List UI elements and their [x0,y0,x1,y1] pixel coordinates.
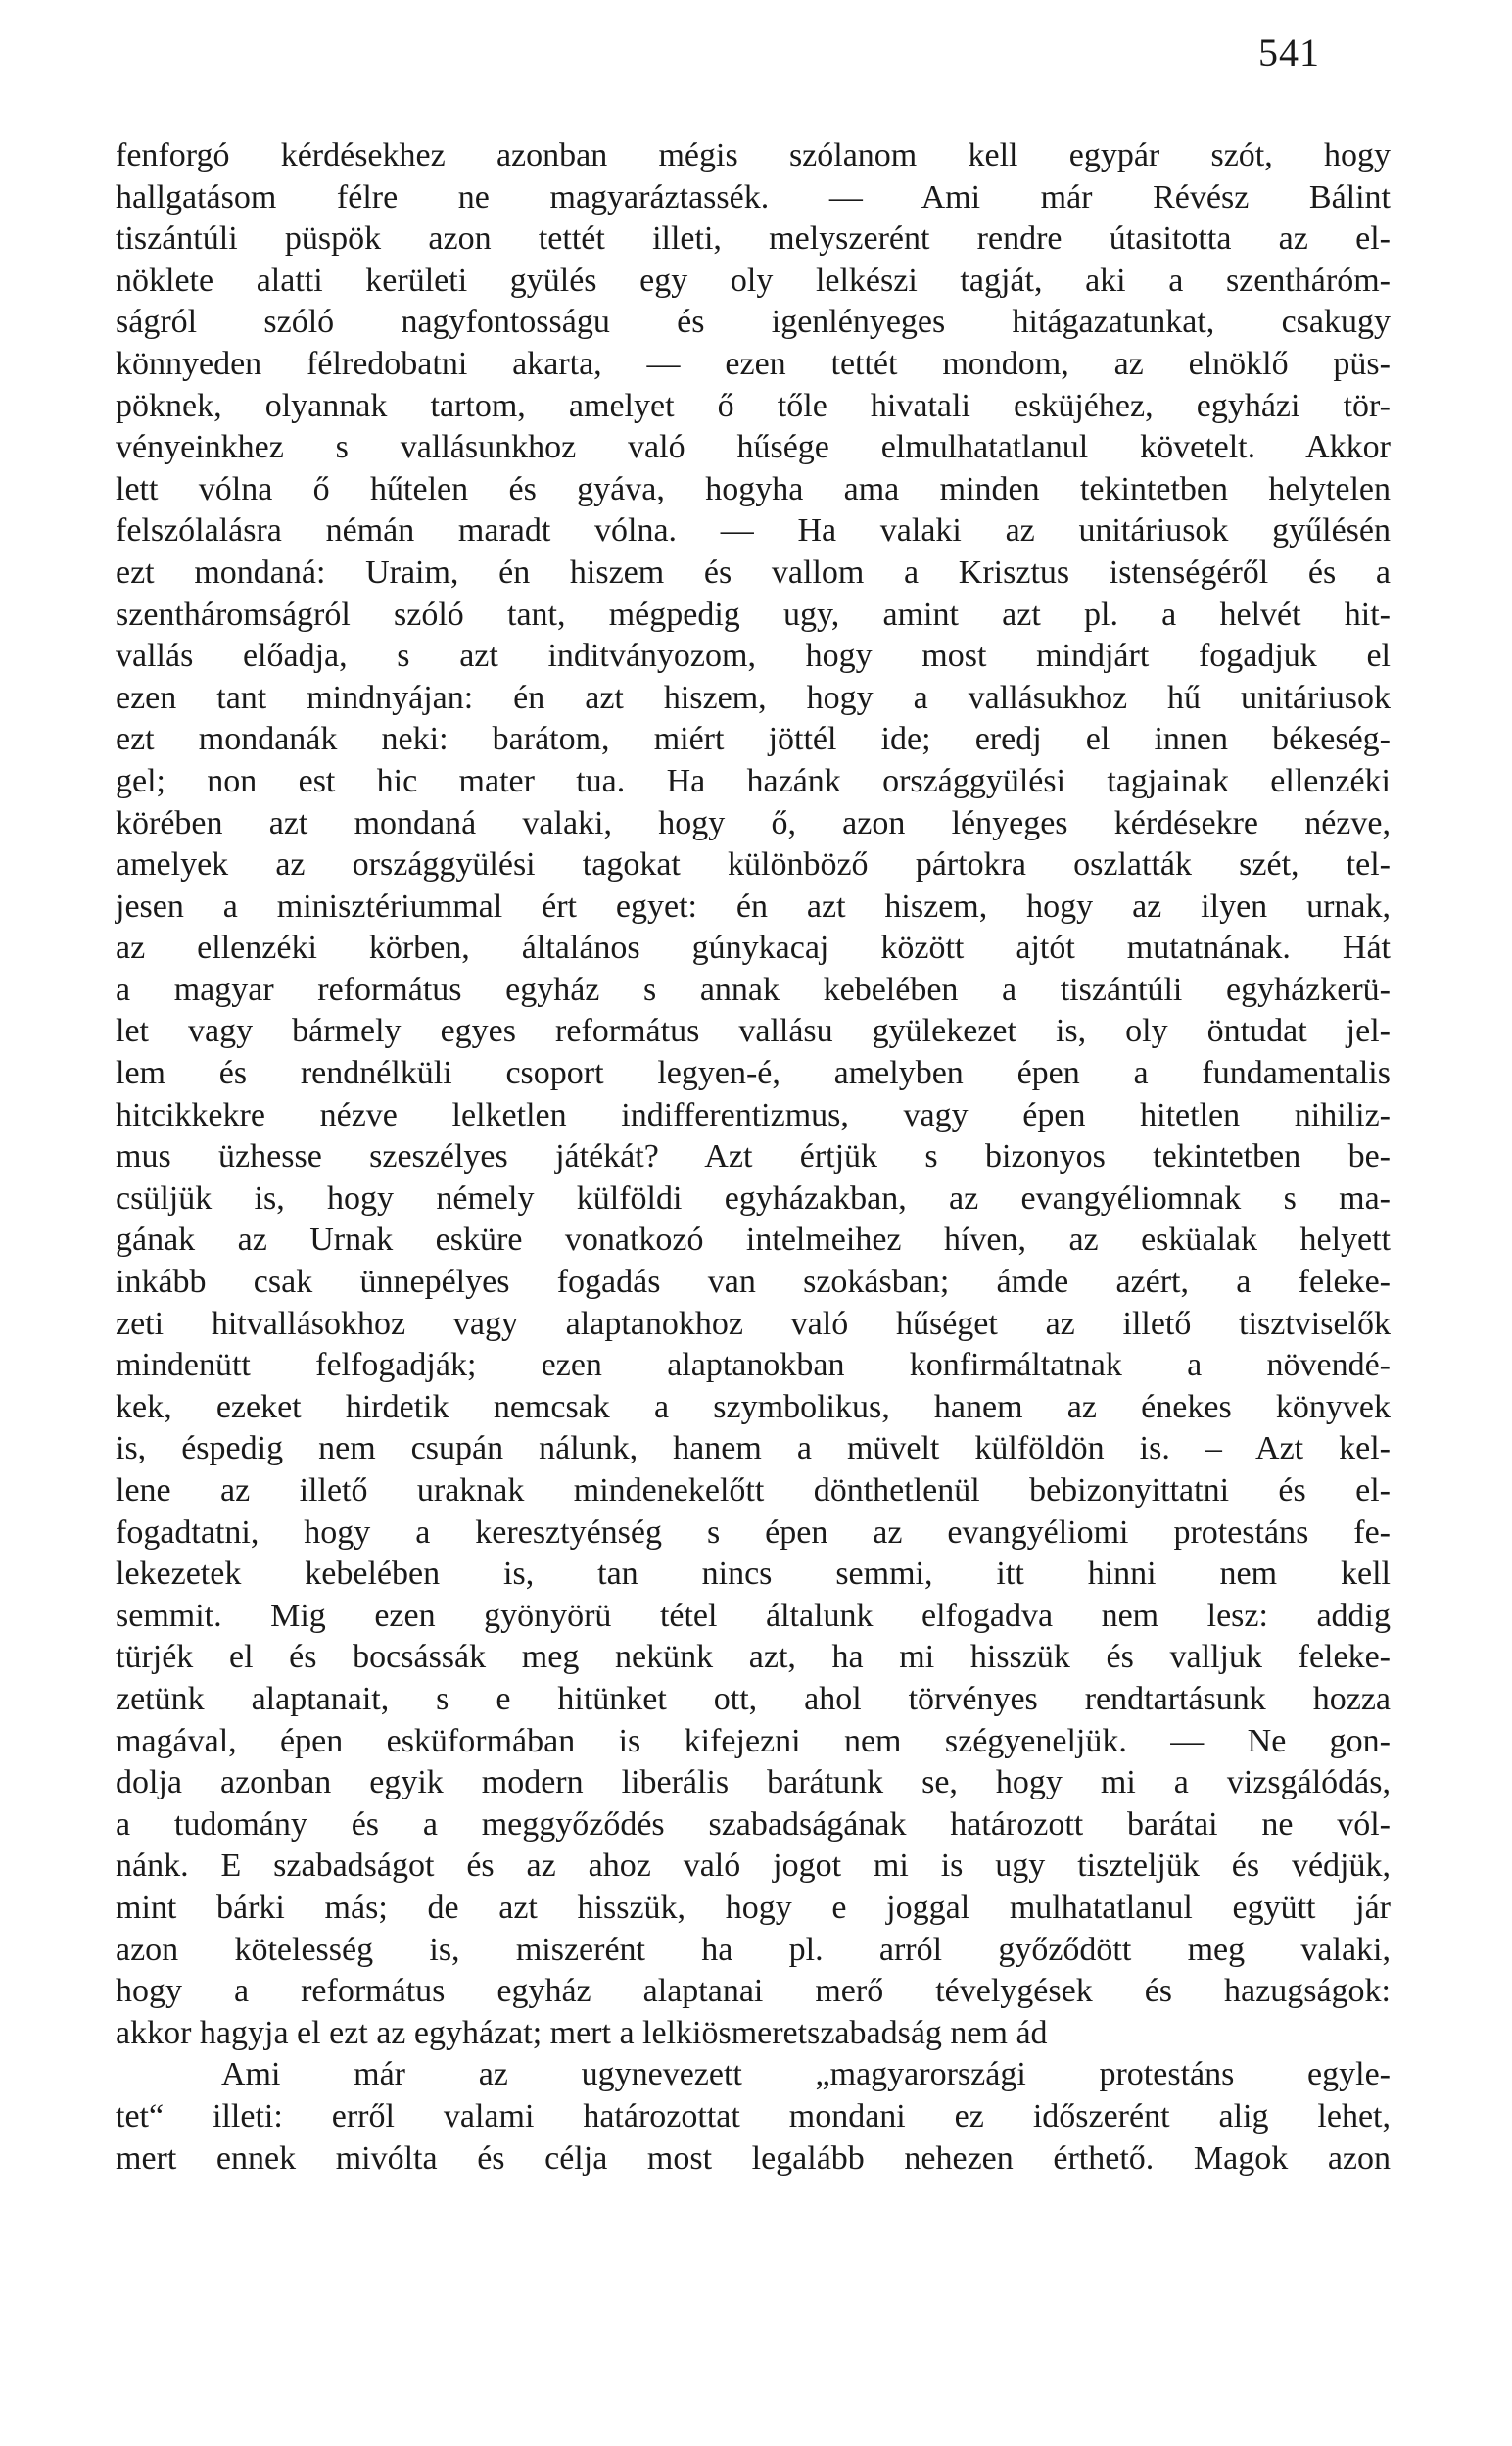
text-line: ezt mondaná: Uraim, én hiszem és vallom a Krisztus istenségéről és a [116,553,1391,591]
text-line: szentháromságról szóló tant, mégpedig ugy, amint azt pl. a helvét hit- [116,596,1391,633]
text-line: amelyek az országgyülési tagokat különböző pártokra oszlatták szét, tel- [116,846,1391,884]
text-line: körében azt mondaná valaki, hogy ő, azon lényeges kérdésekre nézve, [116,804,1391,841]
text-line: felszólalásra némán maradt vólna. — Ha valaki az unitáriusok gyűlésén [116,512,1391,550]
text-line: lem és rendnélküli csoport legyen-é, amelyben épen a fundamentalis [116,1055,1391,1092]
text-line: lett vólna ő hűtelen és gyáva, hogyha ama minden tekintetben helytelen [116,470,1391,507]
text-line: mindenütt felfogadják; ezen alaptanokban konfirmáltatnak a növendé- [116,1347,1391,1384]
text-line: inkább csak ünnepélyes fogadás van szokásban; ámde azért, a feleke- [116,1264,1391,1301]
text-line: akkor hagyja el ezt az egyházat; mert a lelkiösmeretszabadság nem ád [116,2014,1048,2051]
text-line: tiszántúli püspök azon tettét illeti, melyszerént rendre útasitotta az el- [116,220,1391,258]
text-line: jesen a minisztériummal ért egyet: én azt hiszem, hogy az ilyen urnak, [116,887,1391,925]
text-line: türjék el és bocsássák meg nekünk azt, ha mi hisszük és valljuk feleke- [116,1639,1391,1676]
text-line: mus üzhesse szeszélyes játékát? Azt értjük s bizonyos tekintetben be- [116,1138,1391,1175]
text-line: zeti hitvallásokhoz vagy alaptanokhoz való hűséget az illető tisztviselők [116,1305,1391,1342]
text-line: Ami már az ugynevezett „magyarországi protestáns egyle- [221,2056,1391,2093]
text-line: is, éspedig nem csupán nálunk, hanem a müvelt külföldön is. – Azt kel- [116,1430,1391,1467]
text-line: dolja azonban egyik modern liberális barátunk se, hogy mi a vizsgálódás, [116,1764,1391,1801]
paragraph-2 [116,2054,1391,2180]
text-line: gel; non est hic mater tua. Ha hazánk országgyülési tagjainak ellenzéki [116,762,1391,799]
text-line: mert ennek mivólta és célja most legalább nehezen érthető. Magok azon [116,2139,1391,2177]
body-text [116,135,1391,2180]
text-line: pöknek, olyannak tartom, amelyet ő tőle hivatali esküjéhez, egyházi tör- [116,387,1391,424]
text-line: azon kötelesség is, miszerént ha pl. arról győződött meg valaki, [116,1931,1391,1968]
text-line: ezt mondanák neki: barátom, miért jöttél ide; eredj el innen békeség- [116,721,1391,758]
text-line: ezen tant mindnyájan: én azt hiszem, hogy a vallásukhoz hű unitáriusok [116,679,1391,716]
text-line: tet“ illeti: erről valami határozottat mondani ez időszerént alig lehet, [116,2097,1391,2134]
text-line: hogy a református egyház alaptanai merő tévelygések és hazugságok: [116,1973,1391,2010]
text-line: mint bárki más; de azt hisszük, hogy e joggal mulhatatlanul együtt jár [116,1889,1391,1926]
text-line: semmit. Mig ezen gyönyörü tétel általunk elfogadva nem lesz: addig [116,1597,1391,1634]
text-line: lekezetek kebelében is, tan nincs semmi, itt hinni nem kell [116,1556,1391,1593]
text-line: hitcikkekre nézve lelketlen indifferentizmus, vagy épen hitetlen nihiliz- [116,1096,1391,1133]
text-line: vallás előadja, s azt inditványozom, hogy most mindjárt fogadjuk el [116,638,1391,675]
paragraph-1 [116,135,1391,2054]
text-line: fogadtatni, hogy a keresztyénség s épen az evangyéliomi protestáns fe- [116,1513,1391,1551]
text-line: nánk. E szabadságot és az ahoz való jogot mi is ugy tiszteljük és védjük, [116,1847,1391,1885]
text-line: gának az Urnak esküre vonatkozó intelmeihez híven, az esküalak helyett [116,1222,1391,1259]
text-line: az ellenzéki körben, általános gúnykacaj között ajtót mutatnának. Hát [116,930,1391,967]
text-line: csüljük is, hogy némely külföldi egyházakban, az evangyéliomnak s ma- [116,1179,1391,1217]
text-line: kek, ezeket hirdetik nemcsak a szymbolikus, hanem az énekes könyvek [116,1388,1391,1425]
text-line: hallgatásom félre ne magyaráztassék. — Ami már Révész Bálint [116,178,1391,216]
text-line: a magyar református egyház s annak kebelében a tiszántúli egyházkerü- [116,971,1391,1008]
text-line: fenforgó kérdésekhez azonban mégis szólanom kell egypár szót, hogy [116,137,1391,173]
text-line: könnyeden félredobatni akarta, — ezen tettét mondom, az elnöklő püs- [116,345,1391,382]
text-line: let vagy bármely egyes református vallásu gyülekezet is, oly öntudat jel- [116,1013,1391,1050]
text-line: ságról szóló nagyfontosságu és igenlényeges hitágazatunkat, csakugy [116,304,1391,341]
text-line: magával, épen esküformában is kifejezni nem szégyeneljük. — Ne gon- [116,1722,1391,1759]
text-line: lene az illető uraknak mindenekelőtt dönthetlenül bebizonyittatni és el- [116,1472,1391,1509]
text-line: vényeinkhez s vallásunkhoz való hűsége elmulhatatlanul követelt. Akkor [116,429,1391,466]
text-line: zetünk alaptanait, s e hitünket ott, ahol törvényes rendtartásunk hozza [116,1680,1391,1717]
text-line: nöklete alatti kerületi gyülés egy oly lelkészi tagját, aki a szentháróm- [116,262,1391,299]
text-line: a tudomány és a meggyőződés szabadságának határozott barátai ne vól- [116,1805,1391,1843]
page-number: 541 [1258,30,1320,74]
